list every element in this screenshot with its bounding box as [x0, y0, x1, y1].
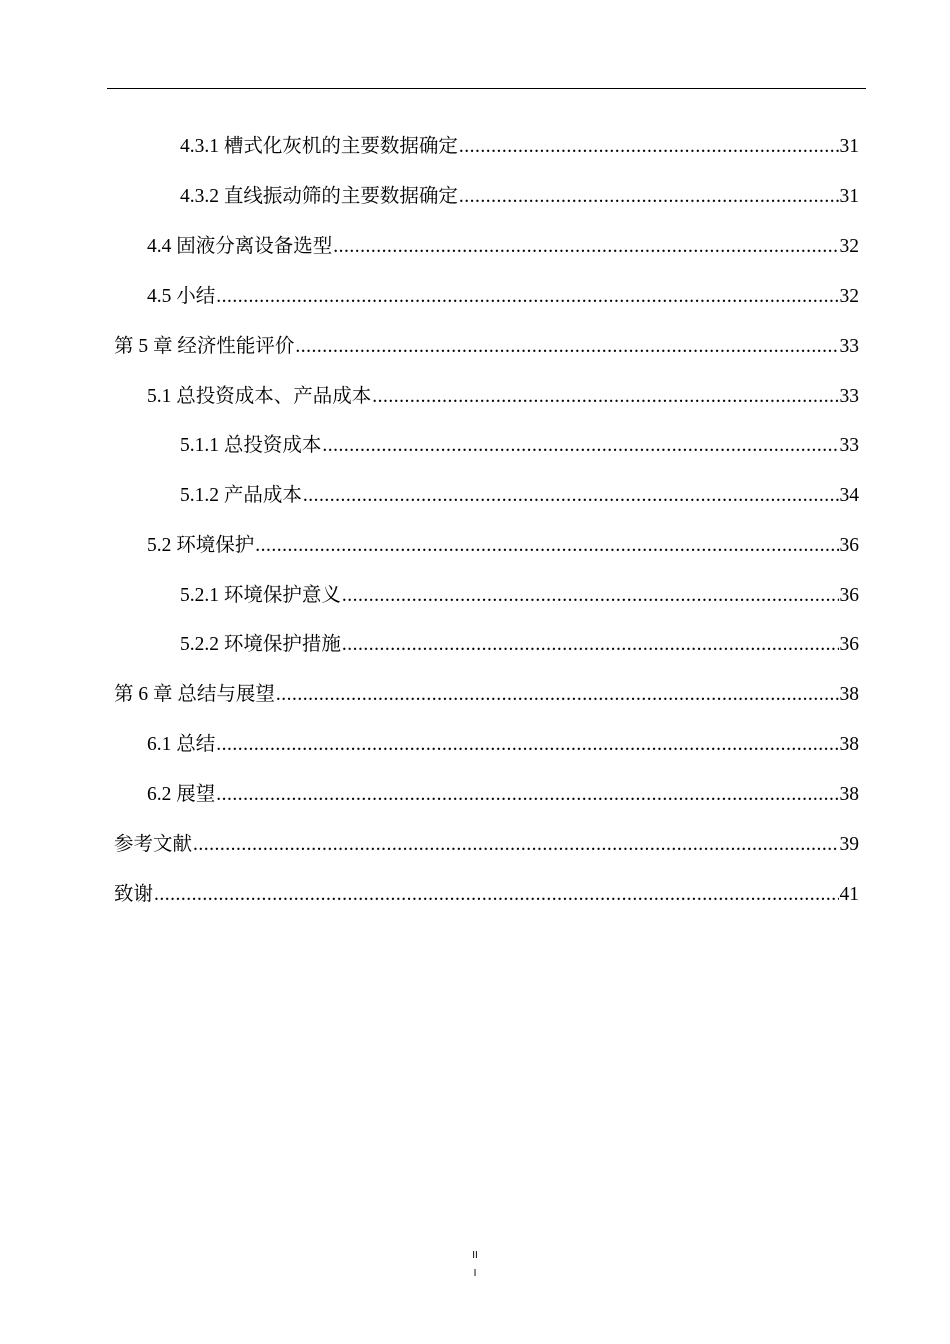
toc-entry-page: 38 [839, 734, 859, 755]
toc-dot-leader [295, 333, 838, 361]
toc-dot-leader [459, 183, 839, 211]
toc-entry-label: 致谢 [114, 884, 154, 905]
toc-entry[interactable] [180, 131, 859, 161]
toc-entry[interactable] [180, 629, 859, 659]
toc-entry[interactable] [180, 580, 859, 610]
toc-entry-page: 32 [839, 236, 859, 257]
toc-dot-leader [322, 432, 838, 460]
toc-entry[interactable] [114, 331, 859, 361]
toc-dot-leader [342, 631, 839, 659]
toc-dot-leader [372, 383, 838, 411]
toc-entry[interactable] [180, 181, 859, 211]
toc-entry-label: 5.1 总投资成本、产品成本 [147, 386, 372, 407]
toc-entry-page: 34 [839, 485, 859, 506]
toc-entry[interactable] [147, 231, 859, 261]
toc-entry-page: 41 [839, 884, 859, 905]
page-number-roman-secondary: I [473, 1268, 477, 1279]
toc-dot-leader [303, 482, 839, 510]
toc-entry-label: 第 6 章 总结与展望 [114, 684, 275, 705]
toc-entry-label: 5.1.1 总投资成本 [180, 435, 322, 456]
toc-dot-leader [459, 133, 839, 161]
toc-dot-leader [216, 731, 838, 759]
toc-entry[interactable] [147, 281, 859, 311]
toc-entry-page: 36 [839, 634, 859, 655]
toc-entry[interactable] [180, 430, 859, 460]
toc-entry-page: 33 [839, 336, 859, 357]
toc-entry-label: 4.3.1 槽式化灰机的主要数据确定 [180, 136, 458, 157]
toc-entry[interactable] [114, 829, 859, 859]
toc-entry-label: 5.1.2 产品成本 [180, 485, 302, 506]
toc-entry-page: 33 [839, 386, 859, 407]
toc-entry[interactable] [147, 729, 859, 759]
toc-dot-leader [342, 582, 839, 610]
toc-dot-leader [255, 532, 838, 560]
toc-entry-label: 5.2 环境保护 [147, 535, 255, 556]
toc-entry-page: 38 [839, 784, 859, 805]
toc-entry-page: 32 [839, 286, 859, 307]
toc-entry[interactable] [114, 679, 859, 709]
toc-entry[interactable] [147, 381, 859, 411]
page-number-roman: II [472, 1250, 478, 1261]
toc-entry-label: 4.4 固液分离设备选型 [147, 236, 333, 257]
toc-dot-leader [333, 233, 838, 261]
toc-entry-page: 31 [839, 136, 859, 157]
toc-entry[interactable] [180, 480, 859, 510]
toc-entry-page: 36 [839, 585, 859, 606]
toc-entry[interactable] [147, 779, 859, 809]
toc-entry-label: 参考文献 [114, 834, 193, 855]
toc-entry-page: 39 [839, 834, 859, 855]
toc-entry-label: 4.3.2 直线振动筛的主要数据确定 [180, 186, 458, 207]
toc-entry-page: 38 [839, 684, 859, 705]
toc-entry-label: 6.1 总结 [147, 734, 216, 755]
toc-entry-label: 6.2 展望 [147, 784, 216, 805]
toc-entry-page: 33 [839, 435, 859, 456]
toc-dot-leader [193, 831, 838, 859]
toc-dot-leader [154, 881, 838, 909]
toc-dot-leader [216, 781, 838, 809]
toc-entry-page: 36 [839, 535, 859, 556]
toc-dot-leader [216, 283, 838, 311]
toc-dot-leader [276, 681, 839, 709]
toc-entry-label: 第 5 章 经济性能评价 [114, 336, 295, 357]
toc-entry[interactable] [114, 879, 859, 909]
toc-entry[interactable] [147, 530, 859, 560]
header-rule [107, 88, 866, 89]
toc-entry-page: 31 [839, 186, 859, 207]
toc-entry-label: 4.5 小结 [147, 286, 216, 307]
toc-entry-label: 5.2.1 环境保护意义 [180, 585, 341, 606]
toc-entry-label: 5.2.2 环境保护措施 [180, 634, 341, 655]
